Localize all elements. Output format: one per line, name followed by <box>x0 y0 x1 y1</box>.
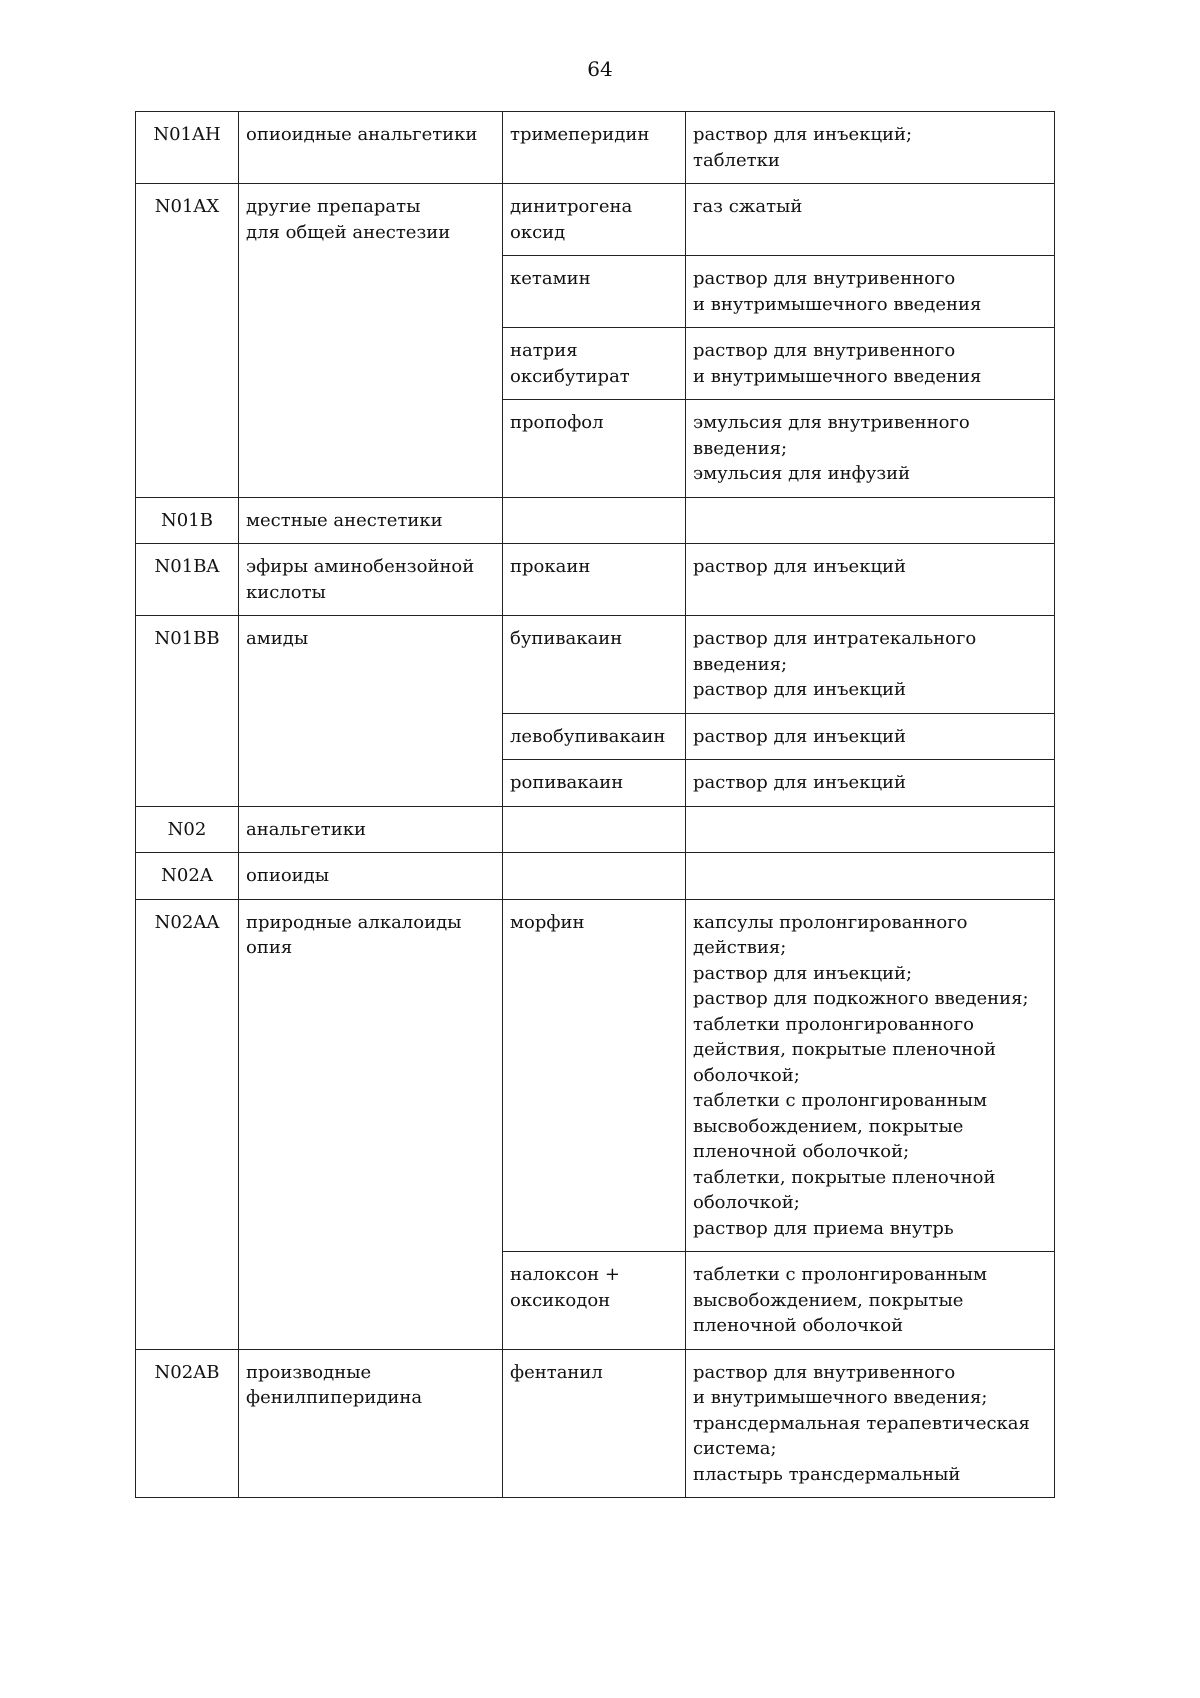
atc-code: N01B <box>136 497 239 544</box>
drug-name: тримеперидин <box>503 112 686 184</box>
drug-name: левобупивакаин <box>503 713 686 760</box>
atc-code: N02AB <box>136 1349 239 1498</box>
dosage-forms <box>686 853 1055 900</box>
atc-group-name: опиоидные анальгетики <box>239 112 503 184</box>
atc-code: N02AA <box>136 899 239 1349</box>
drug-name: динитрогена оксид <box>503 184 686 256</box>
dosage-forms: раствор для внутривенного и внутримышечного введения; трансдермальная терапевтическая система; пластырь трансдермальный <box>686 1349 1055 1498</box>
atc-code: N02 <box>136 806 239 853</box>
atc-group-name: местные анестетики <box>239 497 503 544</box>
dosage-forms: таблетки с пролонгированным высвобождением, покрытые пленочной оболочкой <box>686 1252 1055 1350</box>
dosage-forms: раствор для внутривенного и внутримышечного введения <box>686 328 1055 400</box>
drug-name: морфин <box>503 899 686 1252</box>
drug-name: прокаин <box>503 544 686 616</box>
drug-name: кетамин <box>503 256 686 328</box>
atc-code: N02A <box>136 853 239 900</box>
dosage-forms: газ сжатый <box>686 184 1055 256</box>
dosage-forms: капсулы пролонгированного действия; раствор для инъекций; раствор для подкожного введения; таблетки пролонгированного действия, покрытые пленочной оболочкой; таблетки с пролонгированным высвобождением, покрытые пленочной оболочкой; таблетки, покрытые пленочной оболочкой; раствор для приема внутрь <box>686 899 1055 1252</box>
table-row <box>136 497 1055 544</box>
drug-name: налоксон + оксикодон <box>503 1252 686 1350</box>
drug-name: фентанил <box>503 1349 686 1498</box>
atc-code: N01AH <box>136 112 239 184</box>
atc-group-name: другие препараты для общей анестезии <box>239 184 503 498</box>
atc-code: N01AX <box>136 184 239 498</box>
dosage-forms <box>686 806 1055 853</box>
atc-group-name: производные фенилпиперидина <box>239 1349 503 1498</box>
dosage-forms: эмульсия для внутривенного введения; эмульсия для инфузий <box>686 400 1055 498</box>
dosage-forms: раствор для инъекций <box>686 760 1055 807</box>
table-row <box>136 544 1055 616</box>
dosage-forms: раствор для внутривенного и внутримышечного введения <box>686 256 1055 328</box>
atc-code: N01BB <box>136 616 239 807</box>
atc-group-name: амиды <box>239 616 503 807</box>
atc-group-name: анальгетики <box>239 806 503 853</box>
table-row <box>136 616 1055 714</box>
atc-group-name: природные алкалоиды опия <box>239 899 503 1349</box>
table-row <box>136 853 1055 900</box>
drug-name: пропофол <box>503 400 686 498</box>
table-row <box>136 1349 1055 1498</box>
table-row <box>136 184 1055 256</box>
dosage-forms: раствор для интратекального введения; раствор для инъекций <box>686 616 1055 714</box>
drug-name <box>503 497 686 544</box>
drug-name: натрия оксибутират <box>503 328 686 400</box>
drug-name <box>503 853 686 900</box>
drug-name: бупивакаин <box>503 616 686 714</box>
atc-code: N01BA <box>136 544 239 616</box>
dosage-forms <box>686 497 1055 544</box>
drug-classification-table <box>135 111 1055 1498</box>
atc-group-name: опиоиды <box>239 853 503 900</box>
dosage-forms: раствор для инъекций <box>686 713 1055 760</box>
drug-name: ропивакаин <box>503 760 686 807</box>
drug-name <box>503 806 686 853</box>
dosage-forms: раствор для инъекций; таблетки <box>686 112 1055 184</box>
page-number: 64 <box>587 57 613 81</box>
table-row <box>136 806 1055 853</box>
table-row <box>136 899 1055 1252</box>
atc-group-name: эфиры аминобензойной кислоты <box>239 544 503 616</box>
dosage-forms: раствор для инъекций <box>686 544 1055 616</box>
table-row <box>136 112 1055 184</box>
